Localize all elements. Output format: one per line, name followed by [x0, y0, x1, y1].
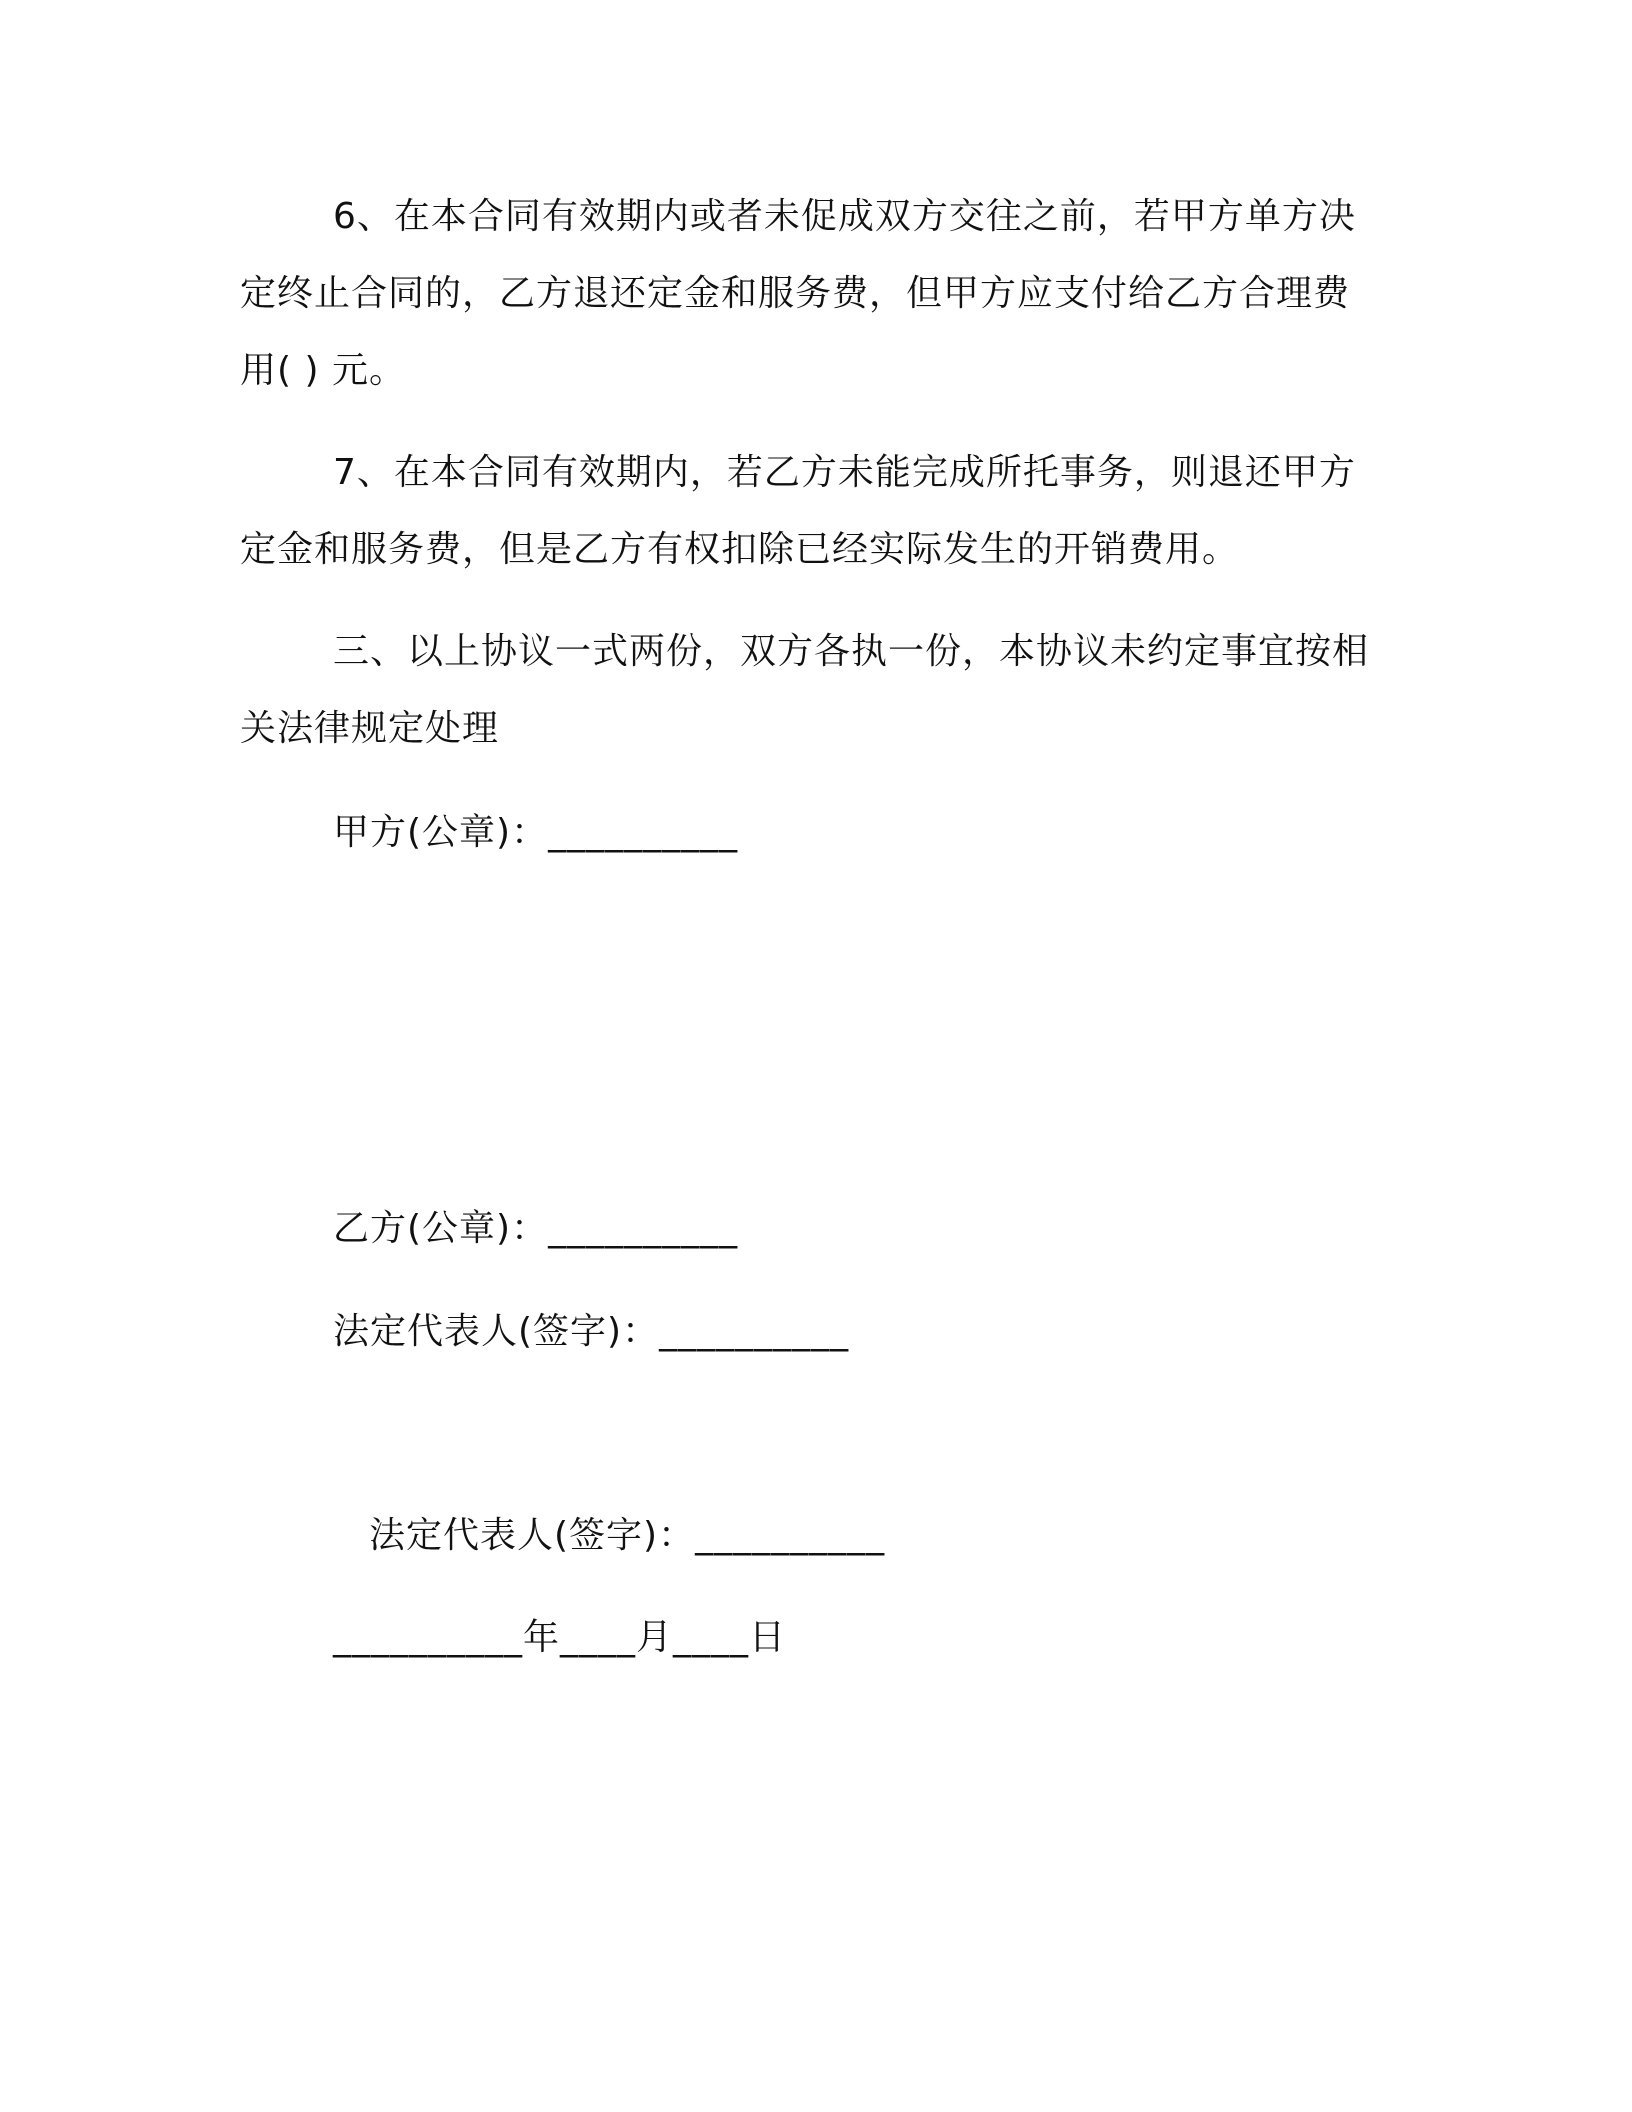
section-3-line-2: 关法律规定处理 — [240, 708, 500, 749]
signing-date-field: __________年____月____日 — [333, 1617, 786, 1658]
clause-6-line-1: 6、在本合同有效期内或者未促成双方交往之前，若甲方单方决 — [333, 196, 1356, 237]
clause-7-line-1: 7、在本合同有效期内，若乙方未能完成所托事务，则退还甲方 — [333, 452, 1356, 493]
party-b-seal-field: 乙方(公章)：__________ — [333, 1208, 739, 1249]
legal-representative-signature-field-2: 法定代表人(签字)：__________ — [369, 1515, 886, 1556]
clause-6-line-2: 定终止合同的，乙方退还定金和服务费，但甲方应支付给乙方合理费 — [240, 273, 1351, 314]
party-a-seal-field: 甲方(公章)：__________ — [333, 812, 739, 853]
section-3-line-1: 三、以上协议一式两份，双方各执一份，本协议未约定事宜按相 — [333, 631, 1370, 672]
clause-7-line-2: 定金和服务费，但是乙方有权扣除已经实际发生的开销费用。 — [240, 529, 1240, 570]
clause-6-line-3: 用( ) 元。 — [240, 350, 406, 391]
legal-representative-signature-field: 法定代表人(签字)：__________ — [333, 1311, 850, 1352]
